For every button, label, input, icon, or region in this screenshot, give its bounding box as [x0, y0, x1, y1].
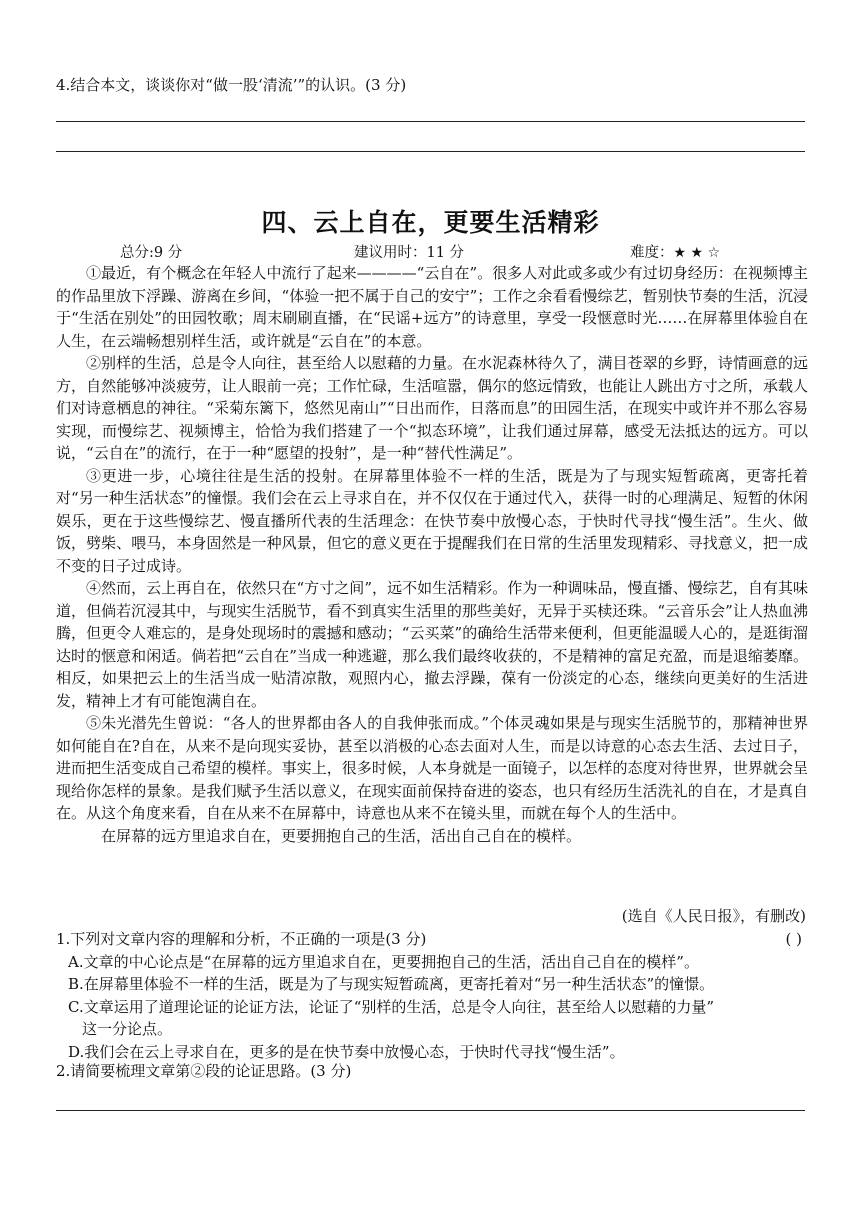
difficulty: [630, 241, 720, 262]
answer-blank[interactable]: ( ): [785, 930, 802, 948]
section-title: 四、云上自在，更要生活精彩: [261, 208, 600, 237]
suggested-time: 建议用时：11 分: [354, 245, 465, 261]
option-b[interactable]: B.在屏幕里体验不一样的生活，既是为了与现实短暂疏离，更寄托着对“另一种生活状态”的憧憬。: [68, 975, 715, 993]
difficulty-label: 难度：: [630, 245, 674, 261]
total-score: 总分:9 分: [120, 245, 183, 261]
option-d[interactable]: D.我们会在云上寻求自在，更多的是在快节奏中放慢心态，于快时代寻找“慢生活”。: [68, 1042, 625, 1061]
question-1-stem: 1.下列对文章内容的理解和分析，不正确的一项是(3 分): [56, 930, 427, 948]
question-1: [56, 928, 816, 1063]
paragraph-conclusion: 在屏幕的远方里追求自在，更要拥抱自己的生活，活出自己自在的模样。: [101, 826, 582, 845]
previous-question: 4.结合本文，谈谈你对“做一股‘清流’”的认识。(3 分): [56, 76, 407, 94]
answer-line: [56, 121, 805, 122]
option-c[interactable]: C.文章运用了道理论证的论证方法，论证了“别样的生活，总是令人向往，甚至给人以慰藉的力量”: [68, 997, 715, 1016]
question-2-stem: 2.请简要梳理文章第②段的论证思路。(3 分): [56, 1062, 352, 1080]
question-2: [56, 1060, 816, 1083]
paragraph: ④然而，云上再自在，依然只在“方寸之间”，远不如生活精彩。作为一种调味品，慢直播、慢综艺，自有其味道，但倘若沉浸其中，与现实生活脱节，看不到真实生活里的那些美好，无异于买椟还珠。“云音乐会”让人热血沸腾，但更令人难忘的，是身处现场时的震撼和感动；“云买菜”的确给生活带来便利，但更能温暖人心的，是逛街溜达时的惬意和闲适。倘若把“云自在”当成一种逃避，那么我们最终收获的，不是精神的富足充盈，而是退缩萎靡。相反，如果把云上的生活当成一贴清凉散，观照内心，撤去浮躁，葆有一份淡定的心态，继续向更美好的生活进发，精神上才有可能饱满自在。: [56, 579, 808, 710]
answer-line: [56, 151, 805, 152]
paragraph: ③更进一步，心境往往是生活的投射。在屏幕里体验不一样的生活，既是为了与现实短暂疏离，更寄托着对“另一种生活状态”的憧憬。我们会在云上寻求自在，并不仅仅在于通过代入，获得一时的心理满足、短暂的休闲娱乐，更在于这些慢综艺、慢直播所代表的生活理念：在快节奏中放慢心态，于快时代寻找“慢生活”。生火、做饭，劈柴、喂马，本身固然是一种风景，但它的意义更在于提醒我们在日常的生活里发现精彩、寻找意义，把一成不变的日子过成诗。: [56, 466, 808, 575]
paragraph: ②别样的生活，总是令人向往，甚至给人以慰藉的力量。在水泥森林待久了，满目苍翠的乡野，诗情画意的远方，自然能够冲淡疲劳，让人眼前一亮；工作忙碌，生活喧嚣，偶尔的悠远情致，也能让人跳出方寸之所，承载人们对诗意栖息的神往。“采菊东篱下，悠然见南山”“日出而作，日落而息”的田园生活，在现实中或许并不那么容易实现，而慢综艺、视频博主，恰恰为我们搭建了一个“拟态环境”，让我们通过屏幕，感受无法抵达的远方。可以说，“云自在”的流行，在于一种“愿望的投射”，是一种“替代性满足”。: [56, 354, 808, 462]
article-body: [56, 262, 808, 847]
answer-line[interactable]: [56, 1110, 805, 1111]
paragraph: ①最近，有个概念在年轻人中流行了起来————“云自在”。很多人对此或多或少有过切身经历：在视频博主的作品里放下浮躁、游离在乡间，“体验一把不属于自己的安宁”；工作之余看看慢综艺，暂别快节奏的生活，沉浸于“生活在别处”的田园牧歌；周末刷刷直播，在“民谣+远方”的诗意里，享受一段惬意时光……在屏幕里体验自在人生，在云端畅想别样生活，或许就是“云自在”的本意。: [56, 264, 808, 350]
paragraph: ⑤朱光潜先生曾说：“各人的世界都由各人的自我伸张而成。”个体灵魂如果是与现实生活脱节的，那精神世界如何能自在?自在，从来不是向现实妥协，甚至以消极的心态去面对人生，而是以诗意的心态去生活、去过日子，进而把生活变成自己希望的模样。事实上，很多时候，人本身就是一面镜子，以怎样的态度对待世界，世界就会呈现给你怎样的景象。是我们赋予生活以意义，在现实面前保持奋进的姿态，也只有经历生活洗礼的自在，才是真自在。从这个角度来看，自在从来不在屏幕中，诗意也从来不在镜头里，而就在每个人的生活中。: [56, 714, 808, 822]
option-c-continuation: 这一分论点。: [82, 1020, 173, 1038]
option-a[interactable]: A.文章的中心论点是“在屏幕的远方里追求自在，更要拥抱自己的生活，活出自己自在的模样”。: [68, 952, 699, 971]
difficulty-stars: ★ ★ ☆: [673, 245, 721, 261]
source-citation: (选自《人民日报》，有删改): [621, 907, 806, 925]
